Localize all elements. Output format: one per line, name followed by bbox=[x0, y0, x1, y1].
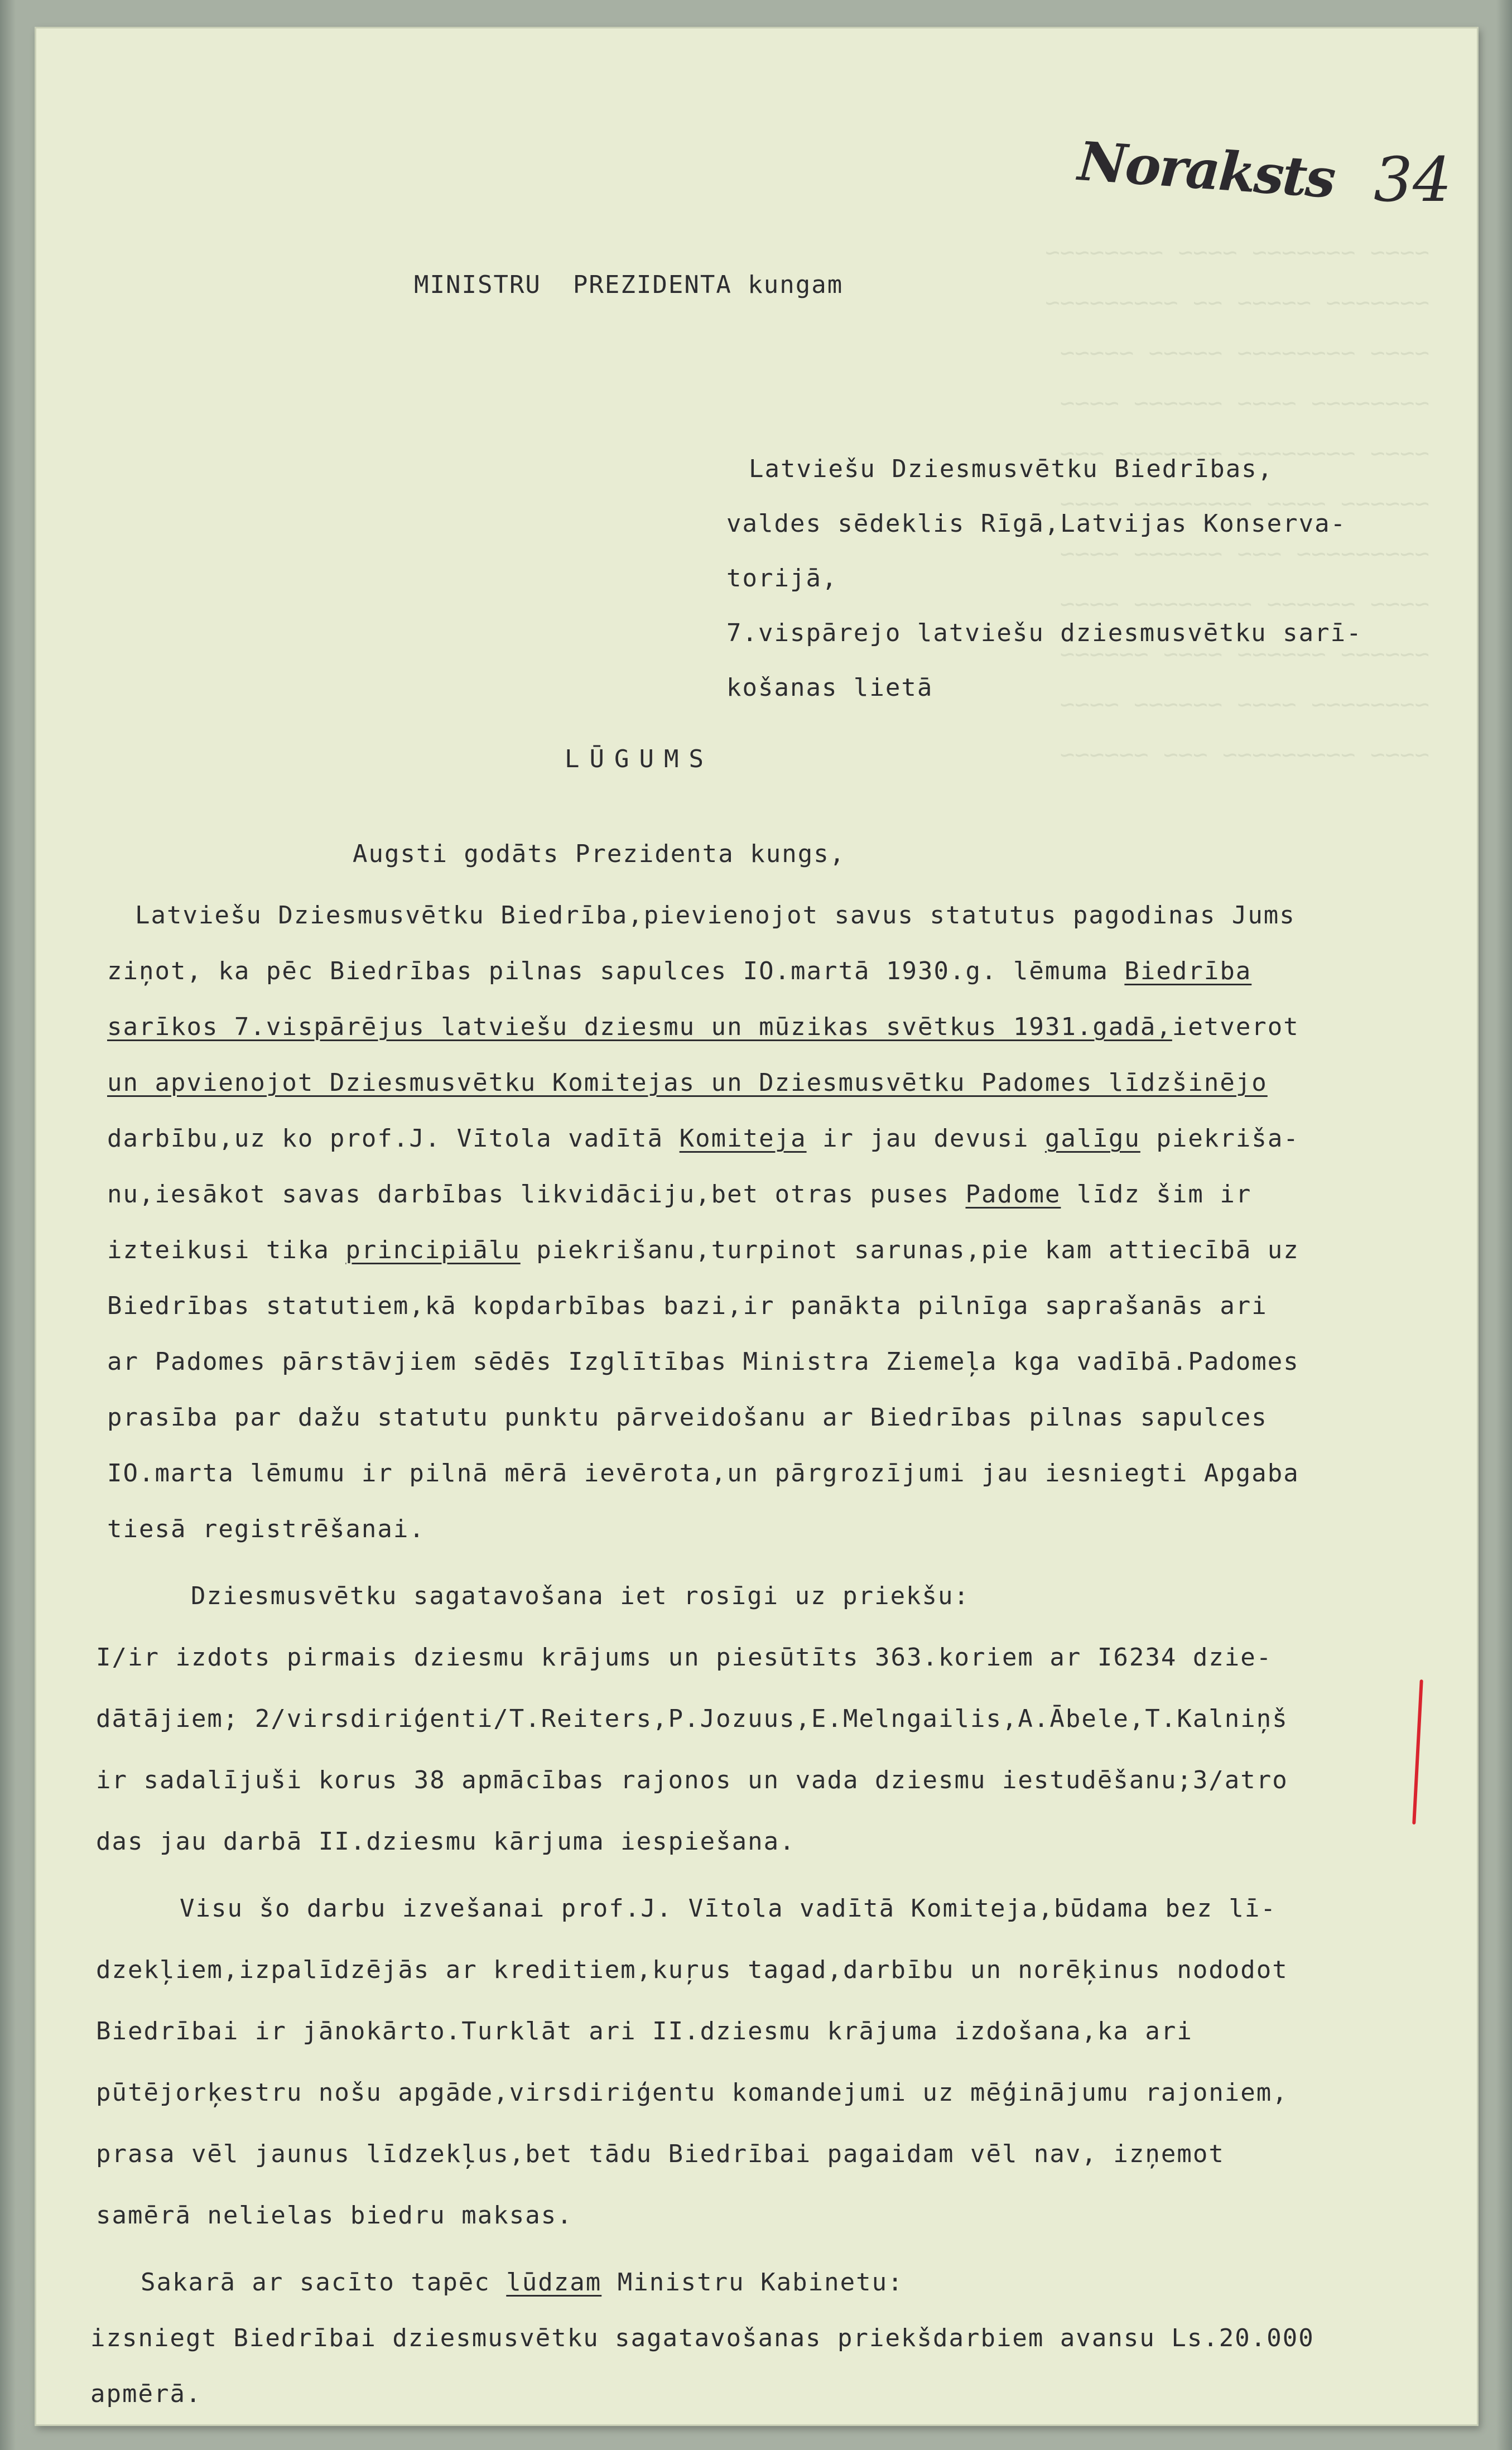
body-p4-line-3: apmērā. bbox=[90, 2380, 202, 2408]
body-p1-line-3: sarīkos 7.vispārējus latviešu dziesmu un mūzikas svētkus 1931.gadā,ietverot bbox=[107, 1013, 1299, 1041]
body-p4-line-2: izsniegt Biedrībai dziesmusvētku sagatavošanas priekšdarbiem avansu Ls.20.000 bbox=[90, 2324, 1314, 2352]
body-p3-line-5: prasa vēl jaunus līdzekļus,bet tādu Biedrībai pagaidam vēl nav, izņemot bbox=[96, 2140, 1225, 2168]
body-p1-line-11: IO.marta lēmumu ir pilnā mērā ievērota,un pārgrozījumi jau iesniegti Apgaba bbox=[107, 1459, 1299, 1488]
underlined-word: galīgu bbox=[1044, 1124, 1140, 1153]
addressee-line: MINISTRU PREZIDENTA kungam bbox=[414, 271, 844, 299]
body-p1-line-2: ziņot, ka pēc Biedrības pilnas sapulces IO.martā 1930.g. lēmuma Biedrība bbox=[107, 957, 1252, 985]
body-p1-line-8: Biedrības statutiem,kā kopdarbības bazi,ir panākta pilnīga saprašanās ari bbox=[107, 1292, 1268, 1320]
sender-line-5: košanas lietā bbox=[726, 673, 933, 702]
body-p2-line-3: dātājiem; 2/virsdiriģenti/T.Reiters,P.Jozuus,E.Melngailis,A.Ābele,T.Kalniņš bbox=[96, 1705, 1288, 1733]
body-p1-line-7: izteikusi tika principiālu piekrišanu,turpinot sarunas,pie kam attiecībā uz bbox=[107, 1236, 1299, 1264]
body-p1-line-1: Latviešu Dziesmusvētku Biedrība,pievienojot savus statutus pagodinas Jums bbox=[135, 901, 1296, 930]
body-p2-line-1: Dziesmusvētku sagatavošana iet rosīgi uz priekšu: bbox=[191, 1582, 970, 1610]
handwritten-page-number: 34 bbox=[1374, 144, 1452, 215]
body-p1-line-4: un apvienojot Dziesmusvētku Komitejas un Dziesmusvētku Padomes līdzšinējo bbox=[107, 1068, 1268, 1097]
body-p2-line-2: I/ir izdots pirmais dziesmu krājums un piesūtīts 363.koriem ar I6234 dzie- bbox=[96, 1643, 1273, 1672]
body-p1-line-9: ar Padomes pārstāvjiem sēdēs Izglītības Ministra Ziemeļa kga vadībā.Padomes bbox=[107, 1347, 1299, 1376]
body-p4-line-1: Sakarā ar sacīto tapēc lūdzam Ministru Kabinetu: bbox=[141, 2268, 904, 2297]
body-p3-line-4: pūtējorķestru nošu apgāde,virsdiriģentu komandejumi uz mēģinājumu rajoniem, bbox=[96, 2078, 1288, 2107]
underlined-word: principiālu bbox=[345, 1236, 521, 1264]
salutation: Augsti godāts Prezidenta kungs, bbox=[353, 840, 846, 868]
handwritten-noraksts-annotation: Noraksts bbox=[1076, 129, 1336, 210]
body-p3-line-2: dzekļiem,izpalīdzējās ar kreditiem,kuŗus tagad,darbību un norēķinus nododot bbox=[96, 1956, 1288, 1984]
body-p1-line-12: tiesā registrēšanai. bbox=[107, 1515, 425, 1543]
body-p3-line-3: Biedrībai ir jānokārto.Turklāt ari II.dziesmu krājuma izdošana,ka ari bbox=[96, 2017, 1193, 2045]
underlined-phrase: sarīkos 7.vispārējus latviešu dziesmu un mūzikas svētkus 1931.gadā, bbox=[107, 1013, 1172, 1041]
sender-line-3: torijā, bbox=[726, 564, 838, 593]
underlined-word: Biedrība bbox=[1124, 957, 1252, 985]
underlined-word: Padome bbox=[965, 1180, 1061, 1209]
body-p1-line-5: darbību,uz ko prof.J. Vītola vadītā Komiteja ir jau devusi galīgu piekrišа- bbox=[107, 1124, 1299, 1153]
sender-line-2: valdes sēdeklis Rīgā,Latvijas Konserva- bbox=[726, 509, 1347, 538]
body-p2-line-4: ir sadalījuši korus 38 apmācības rajonos un vada dziesmu iestudēšanu;3/atro bbox=[96, 1766, 1288, 1794]
sender-line-1: Latviešu Dziesmusvētku Biedrības, bbox=[749, 455, 1274, 483]
sender-line-4: 7.vispārejo latviešu dziesmusvētku sarī- bbox=[726, 619, 1362, 647]
body-p1-line-6: nu,iesākot savas darbības likvidāciju,bet otras puses Padome līdz šim ir bbox=[107, 1180, 1252, 1209]
document-page bbox=[35, 27, 1479, 2426]
body-p2-line-5: das jau darbā II.dziesmu kārjuma iespiešana. bbox=[96, 1827, 796, 1856]
show-through-text: ~~~~ ~~~~~~~ ~~~~ ~~~~~~~~ ~~~~~~~ ~~~~~ ~~ ~~~~~~~~~ ~~~~ ~~~~~~~~ ~~~~~ ~~~~~ ~~~~~~~~ ~~~~ ~~~~~~ ~~~~ ~~~~ ~~~~~~~~ ~~~~~~~ ~~~ ~~~~~~ ~~~~ ~~~~~~~~ ~~~~ ~~~~~~~~~ ~~~ ~~~~~~ ~~~~ ~~~~ ~~~~~~ ~~~~~~~~ ~~~~ ~~~~~~ ~~~~~~ ~~~~ ~~~~~~ ~~~~~~~~ ~~~~ ~~~~~~ ~~~~ ~~~~ ~~~~~~~~~ ~~~ ~~~~~~ bbox=[1045, 238, 1429, 769]
underlined-word: Komiteja bbox=[679, 1124, 807, 1153]
document-title: LŪGUMS bbox=[565, 745, 714, 773]
body-p3-line-6: samērā nelielas biedru maksas. bbox=[96, 2201, 573, 2230]
underlined-word: lūdzam bbox=[506, 2268, 602, 2297]
body-p1-line-10: prasība par dažu statutu punktu pārveidošanu ar Biedrības pilnas sapulces bbox=[107, 1403, 1268, 1432]
body-p3-line-1: Visu šo darbu izvešanai prof.J. Vītola vadītā Komiteja,būdama bez lī- bbox=[180, 1894, 1277, 1923]
